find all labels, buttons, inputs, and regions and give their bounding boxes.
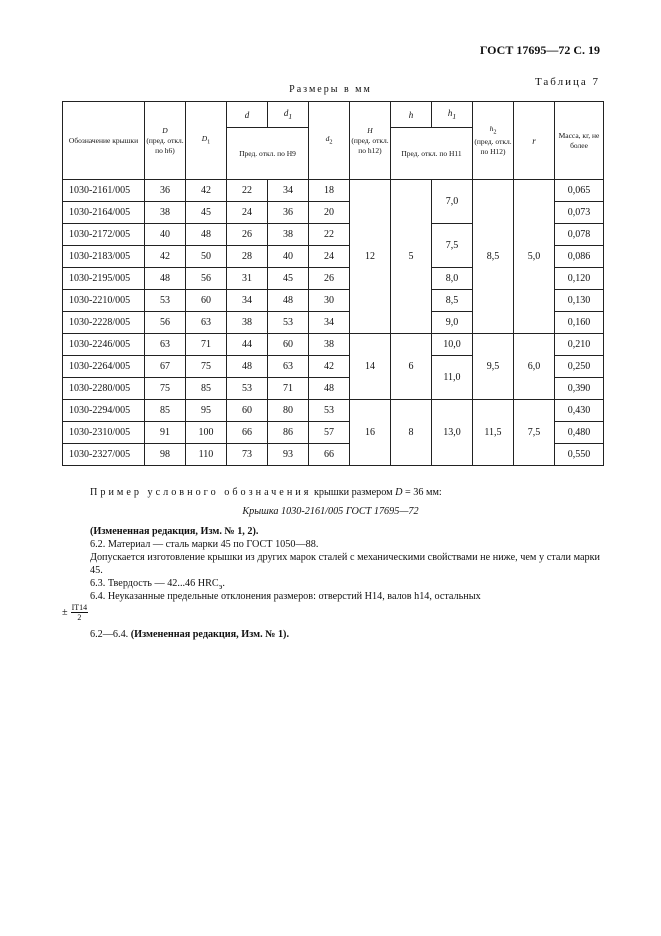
- merged-h2: 9,5: [473, 334, 514, 400]
- table-row: 1030-2327/005 98 110 73 93 66 0,550: [63, 444, 604, 466]
- table-row: 1030-2280/005 75 85 53 71 48 0,390: [63, 378, 604, 400]
- example-line: Пример условного обозначения крышки размером D = 36 мм:: [90, 487, 442, 498]
- table-row: 1030-2246/005 63 71 44 60 38 14 6 10,0 9,5 6,0 0,210: [63, 334, 604, 356]
- header-r: r: [514, 102, 555, 180]
- merged-r: 7,5: [514, 400, 555, 466]
- merged-h1: 11,0: [432, 356, 473, 400]
- tolerance-formula: ± $\frac{IT14}{2}$: [62, 603, 88, 622]
- edition-note-1: (Измененная редакция, Изм. № 1, 2).: [90, 526, 259, 537]
- paragraph-6-3: 6.3. Твердость — 42...46 $HRC_э$.: [90, 578, 225, 592]
- header-h1: $h_1$: [432, 102, 473, 128]
- paragraph-6-4: 6.4. Неуказанные предельные отклонения размеров: отверстий H14, валов h14, остальных: [90, 591, 481, 602]
- paragraph-6-2: 6.2. Материал — сталь марки 45 по ГОСТ 1050—88.: [90, 539, 319, 550]
- header-h: h: [391, 102, 432, 128]
- table-row: 1030-2164/005 38 45 24 36 20 0,073: [63, 202, 604, 224]
- merged-H: 14: [350, 334, 391, 400]
- header-h-tolerance: Пред. откл. по Н11: [391, 128, 473, 180]
- header-mass: Масса, кг, не более: [555, 102, 604, 180]
- merged-h: 6: [391, 334, 432, 400]
- merged-h1: 9,0: [432, 312, 473, 334]
- merged-H: 12: [350, 180, 391, 334]
- table-row: 1030-2228/005 56 63 38 53 34 9,0 0,160: [63, 312, 604, 334]
- merged-h2: 8,5: [473, 180, 514, 334]
- table-row: 1030-2294/005 85 95 60 80 53 16 8 13,0 11,5 7,5 0,430: [63, 400, 604, 422]
- merged-r: 5,0: [514, 180, 555, 334]
- table-row: 1030-2172/005 40 48 26 38 22 7,5 0,078: [63, 224, 604, 246]
- edition-note-2: 6.2—6.4. (Измененная редакция, Изм. № 1).: [90, 629, 289, 640]
- merged-h1: 8,0: [432, 268, 473, 290]
- table-units: Размеры в мм: [289, 84, 372, 95]
- merged-h1: 10,0: [432, 334, 473, 356]
- merged-h: 8: [391, 400, 432, 466]
- merged-r: 6,0: [514, 334, 555, 400]
- table-label: Таблица 7: [534, 76, 600, 88]
- header-D1: $D_1$: [186, 102, 227, 180]
- merged-h1: 13,0: [432, 400, 473, 466]
- dimensions-table: [62, 101, 604, 466]
- header-D: D (пред. откл. по h6): [145, 102, 186, 180]
- paragraph-6-2-note: Допускается изготовление крышки из других марок сталей с механическими свойствами не ниже, чем у стали марки 45.: [90, 552, 600, 576]
- merged-h1: 7,0: [432, 180, 473, 224]
- merged-h2: 11,5: [473, 400, 514, 466]
- table-row: 1030-2183/005 42 50 28 40 24 0,086: [63, 246, 604, 268]
- table-row: 1030-2161/005 36 42 22 34 18 12 5 7,0 8,5 5,0 0,065: [63, 180, 604, 202]
- header-d2: $d_2$: [309, 102, 350, 180]
- table-row: 1030-2195/005 48 56 31 45 26 8,0 0,120: [63, 268, 604, 290]
- merged-H: 16: [350, 400, 391, 466]
- page-header: ГОСТ 17695—72 С. 19: [479, 43, 600, 57]
- header-H: H (пред. откл. по h12): [350, 102, 391, 180]
- table-row: 1030-2310/005 91 100 66 86 57 0,480: [63, 422, 604, 444]
- table-row: 1030-2264/005 67 75 48 63 42 11,0 0,250: [63, 356, 604, 378]
- header-d-tolerance: Пред. откл. по Н9: [227, 128, 309, 180]
- merged-h1: 8,5: [432, 290, 473, 312]
- header-d1: $d_1$: [268, 102, 309, 128]
- merged-h1: 7,5: [432, 224, 473, 268]
- example-designation: Крышка 1030-2161/005 ГОСТ 17695—72: [242, 506, 419, 517]
- header-d: d: [227, 102, 268, 128]
- table-row: 1030-2210/005 53 60 34 48 30 8,5 0,130: [63, 290, 604, 312]
- merged-h: 5: [391, 180, 432, 334]
- header-h2: $h_2$ (пред. откл. по Н12): [473, 102, 514, 180]
- header-designation: Обозначение крышки: [63, 102, 145, 180]
